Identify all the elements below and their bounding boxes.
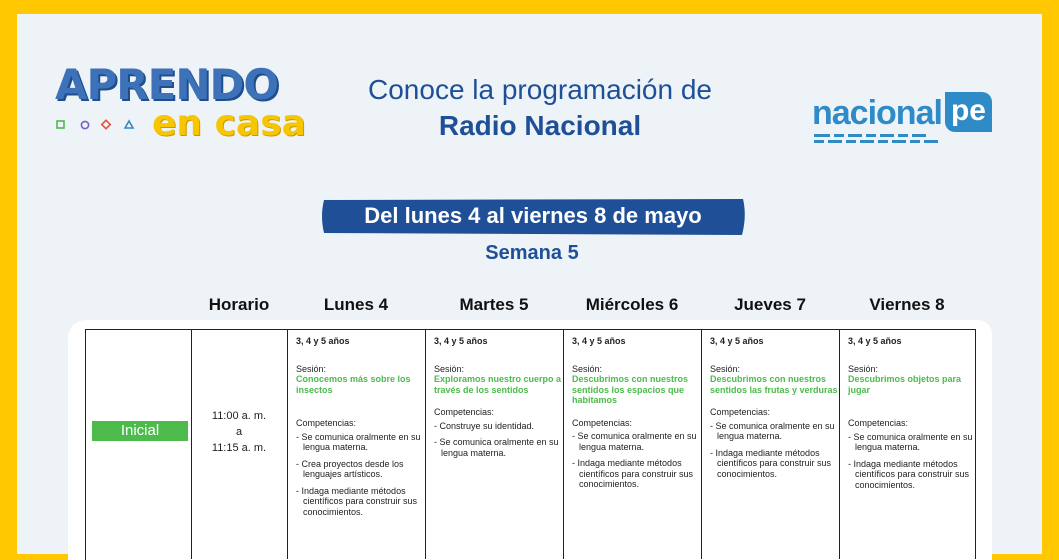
competencia-item: - Se comunica oralmente en su lengua materna. [848,431,973,452]
time-slot [191,408,287,456]
col-header-horario: Horario [208,295,270,314]
session-label: Sesión: [848,363,879,374]
session-cell-martes [434,336,562,464]
session-title: Exploramos nuestro cuerpo a través de los sentidos [434,374,562,395]
competencia-item: - Construye su identidad. [434,420,535,431]
week-label: Semana 5 [485,242,579,264]
headline-line2: Radio Nacional [438,110,642,141]
competencia-item: - Se comunica oralmente en su lengua materna. [572,431,697,452]
session-label: Sesión: [572,363,603,374]
table-divider [563,329,564,559]
nacional-logo-text: nacional [812,94,942,132]
competencias-label: Competencias: [710,407,771,417]
col-header-viernes: Viernes 8 [869,295,945,314]
table-divider [287,329,288,559]
session-cell-viernes [848,336,976,496]
aprendo-logo-title: APRENDO [55,60,279,109]
session-cell-miercoles [572,336,700,496]
logo-shapes-icon [55,117,145,133]
competencia-item: - Indaga mediante métodos científicos para construir sus conocimientos. [848,458,970,490]
competencias-label: Competencias: [848,418,909,428]
level-badge-inicial: Inicial [92,421,188,441]
session-title: Descubrimos con nuestros sentidos los espacios que habitamos [572,374,689,405]
col-header-jueves: Jueves 7 [734,295,806,314]
competencia-item: - Se comunica oralmente en su lengua materna. [710,420,835,441]
age-range: 3, 4 y 5 años [572,336,626,346]
table-divider [839,329,840,559]
session-title: Conocemos más sobre los insectos [296,374,411,395]
col-header-martes: Martes 5 [459,295,529,314]
col-header-lunes: Lunes 4 [323,295,389,314]
date-range-banner: Del lunes 4 al viernes 8 de mayo [364,203,702,228]
session-cell-lunes [296,336,424,523]
age-range: 3, 4 y 5 años [710,336,764,346]
time-end: 11:15 a. m. [211,442,267,454]
table-divider [701,329,702,559]
session-cell-jueves [710,336,838,485]
session-label: Sesión: [434,363,465,374]
competencia-item: - Se comunica oralmente en su lengua materna. [434,437,559,458]
competencias-label: Competencias: [434,407,495,417]
competencia-item: - Indaga mediante métodos científicos para construir sus conocimientos. [296,485,418,517]
headline-line1: Conoce la programación de [368,74,712,105]
session-label: Sesión: [296,363,327,374]
age-range: 3, 4 y 5 años [434,336,488,346]
en-casa-logo-text: en casa [152,103,306,144]
time-separator: a [235,426,243,438]
competencia-item: - Se comunica oralmente en su lengua materna. [296,431,421,452]
competencias-label: Competencias: [572,417,633,428]
session-label: Sesión: [710,363,741,374]
time-start: 11:00 a. m. [211,410,267,422]
competencias-label: Competencias: [296,418,357,428]
nacional-stripes-icon [814,134,942,144]
pe-logo-box: pe [945,92,992,132]
nacional-pe-logo [812,88,992,148]
competencia-item: - Indaga mediante métodos científicos para construir sus conocimientos. [710,447,832,479]
age-range: 3, 4 y 5 años [296,336,350,346]
session-title: Descubrimos con nuestros sentidos las frutas y verduras [710,374,838,395]
col-header-miercoles: Miércoles 6 [585,295,679,314]
headline [330,74,750,142]
age-range: 3, 4 y 5 años [848,336,902,346]
session-title: Descubrimos objetos para jugar [848,374,962,395]
table-divider [425,329,426,559]
competencia-item: - Crea proyectos desde los lenguajes artísticos. [296,458,404,479]
competencia-item: - Indaga mediante métodos científicos para construir sus conocimientos. [572,458,694,489]
